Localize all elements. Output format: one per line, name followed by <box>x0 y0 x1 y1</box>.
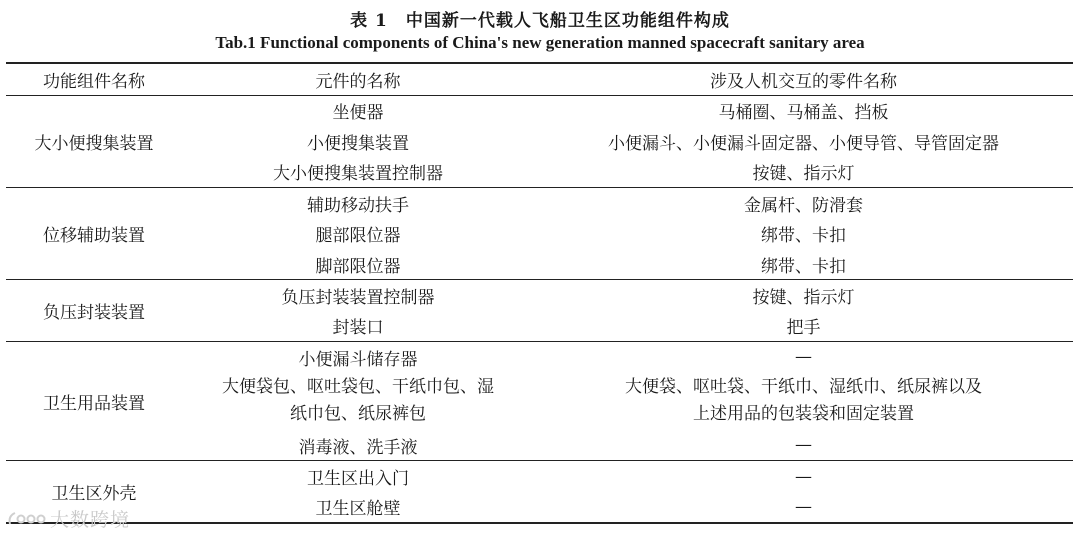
parts-line: 上述用品的包装袋和固定装置 <box>693 404 914 425</box>
parts-line: 大便袋、呕吐袋、干纸巾、湿纸巾、纸尿裤以及 <box>625 377 982 398</box>
parts-cell: — <box>795 435 812 456</box>
parts-cell: 把手 <box>786 318 821 339</box>
parts-cell: — <box>795 496 812 517</box>
header-parts: 涉及人机交互的零件名称 <box>710 71 897 92</box>
parts-cell: 小便漏斗、小便漏斗固定器、小便导管、导管固定器 <box>608 133 999 154</box>
group-hygiene <box>6 341 1073 461</box>
header-component: 元件的名称 <box>315 71 401 92</box>
component-cell: 坐便器 <box>332 103 384 124</box>
table-row <box>6 95 1073 126</box>
table-row <box>6 341 1073 372</box>
group-name: 负压封装装置 <box>43 303 145 324</box>
parts-cell: 金属杆、防滑套 <box>744 195 863 216</box>
component-cell: 脚部限位器 <box>315 256 401 277</box>
components-table <box>6 62 1073 524</box>
watermark-logo-icon <box>6 510 46 528</box>
group-name: 大小便搜集装置 <box>34 133 154 154</box>
group-name: 位移辅助装置 <box>43 226 145 247</box>
parts-cell: 绑带、卡扣 <box>761 226 846 247</box>
component-line: 纸巾包、纸尿裤包 <box>290 404 426 425</box>
watermark <box>6 505 130 532</box>
group-shell <box>6 461 1073 523</box>
parts-cell: — <box>795 466 812 487</box>
component-cell: 卫生区舱壁 <box>315 499 401 520</box>
component-cell: 封装口 <box>332 318 384 339</box>
component-cell: 腿部限位器 <box>315 226 401 247</box>
group-name: 卫生用品装置 <box>43 393 145 414</box>
component-cell: 消毒液、洗手液 <box>298 437 418 458</box>
group-excretion <box>6 95 1073 187</box>
table-row <box>6 280 1073 311</box>
component-cell: 小便搜集装置 <box>307 133 409 154</box>
parts-cell: 按键、指示灯 <box>752 287 855 308</box>
component-cell: 小便漏斗储存器 <box>298 349 418 370</box>
component-cell: 负压封装装置控制器 <box>281 287 435 308</box>
parts-cell <box>534 372 1073 430</box>
component-cell: 大小便搜集装置控制器 <box>273 164 443 185</box>
group-mobility <box>6 187 1073 279</box>
group-sealing <box>6 280 1073 342</box>
group-name: 卫生区外壳 <box>51 484 137 505</box>
table-title-cn: 表 1 中国新一代载人飞船卫生区功能组件构成 <box>350 11 730 31</box>
table-row <box>6 461 1073 492</box>
component-cell: 辅助移动扶手 <box>307 195 409 216</box>
parts-cell: 按键、指示灯 <box>752 164 855 185</box>
header-function: 功能组件名称 <box>43 71 145 92</box>
component-cell <box>182 372 534 430</box>
parts-cell: 马桶圈、马桶盖、挡板 <box>718 103 889 124</box>
parts-cell: — <box>795 347 812 368</box>
table-title-en: Tab.1 Functional components of China's new generation manned spacecraft sanitary area <box>215 33 865 52</box>
component-line: 大便袋包、呕吐袋包、干纸巾包、湿 <box>222 377 494 398</box>
watermark-text: 大数跨境 <box>50 509 131 531</box>
parts-cell: 绑带、卡扣 <box>761 256 846 277</box>
component-cell: 卫生区出入门 <box>307 469 409 490</box>
table-header-row <box>6 63 1073 95</box>
table-row <box>6 187 1073 218</box>
